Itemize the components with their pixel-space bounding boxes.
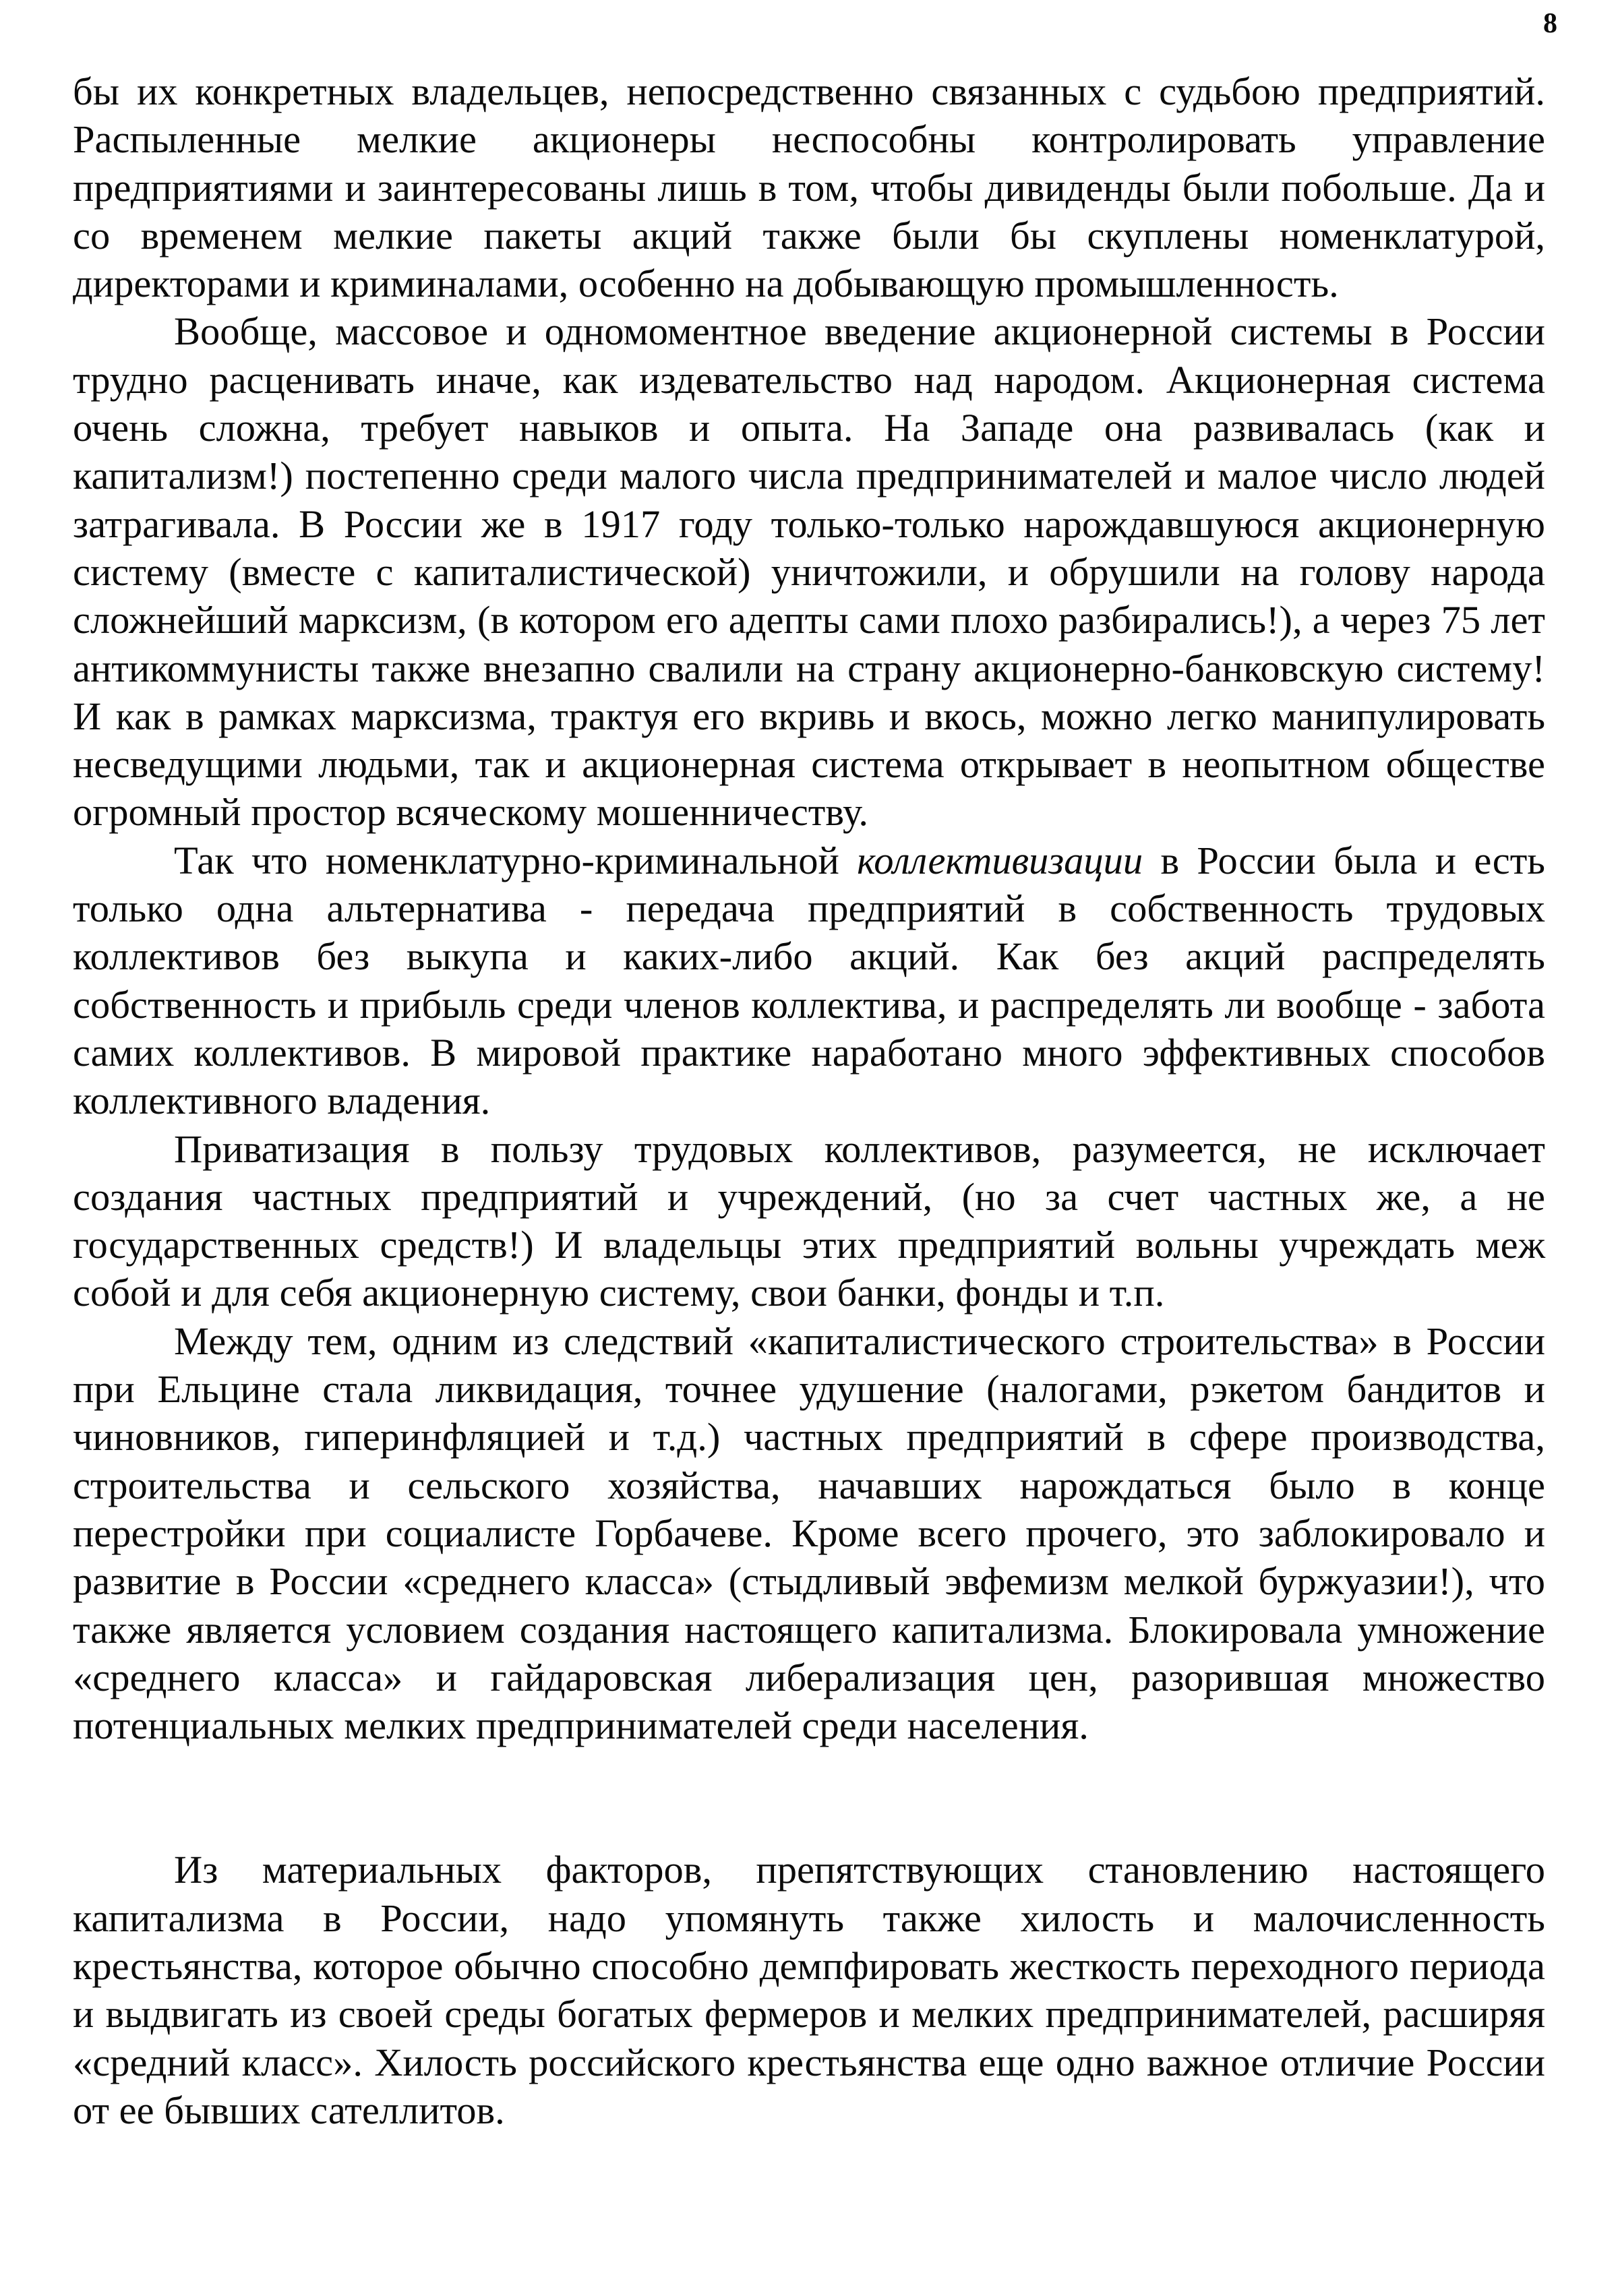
paragraph-5 [73,1317,1545,1750]
italic-term: коллективизации [857,838,1143,882]
paragraph-text: бы их конкретных владельцев, непосредственно связанных с судьбою предприятий. Распыленные мелкие акционеры неспособны контролировать управление предприятиями и заинтересованы лишь в том, чтобы дивиденды были побольше. Да и со временем мелкие пакеты акций также были бы скуплены номенклатурой, директорами и криминалами, особенно на добывающую промышленность. [73,69,1545,306]
paragraph-6 [73,1846,1545,2134]
page-number: 8 [1543,8,1557,39]
paragraph-text: Приватизация в пользу трудовых коллективов, разумеется, не исключает создания частных предприятий и учреждений, (но за счет частных же, а не государственных средств!) И владельцы этих предприятий вольны учреждать меж собой и для себя акционерную систему, свои банки, фонды и т.п. [73,1126,1545,1315]
paragraph-3 [73,837,1545,1125]
paragraph-2 [73,307,1545,836]
paragraph-1 [73,67,1545,307]
paragraph-text: Вообще, массовое и одномоментное введение акционерной системы в России трудно расценивать иначе, как издевательство над народом. Акционерная система очень сложна, требует навыков и опыта. На Западе она развивалась (как и капитализм!) постепенно среди малого числа предпринимателей и малое число людей затрагивала. В России же в 1917 году только-только нарождавшуюся акционерную систему (вместе с капиталистической) уничтожили, и обрушили на голову народа сложнейший марксизм, (в котором его адепты сами плохо разбирались!), а через 75 лет антикоммунисты также внезапно свалили на страну акционерно-банковскую систему! И как в рамках марксизма, трактуя его вкривь и вкось, можно легко манипулировать несведущими людьми, так и акционерная система открывает в неопытном обществе огромный простор всяческому мошенничеству. [73,309,1545,835]
paragraph-text: Между тем, одним из следствий «капиталистического строительства» в России при Ельцине стала ликвидация, точнее удушение (налогами, рэкетом бандитов и чиновников, гиперинфляцией и т.д.) частных предприятий в сфере производства, строительства и сельского хозяйства, начавших нарождаться было в конце перестройки при социалисте Горбачеве. Кроме всего прочего, это заблокировало и развитие в России «среднего класса» (стыдливый эвфемизм мелкой буржуазии!), что также является условием создания настоящего капитализма. Блокировала умножение «среднего класса» и гайдаровская либерализация цен, разорившая множество потенциальных мелких предпринимателей среди населения. [73,1319,1545,1748]
paragraph-text: в России была и есть только одна альтернатива - передача предприятий в собственность трудовых коллективов без выкупа и каких-либо акций. Как без акций распределять собственность и прибыль среди членов коллектива, и распределять ли вообще - забота самих коллективов. В мировой практике наработано много эффективных способов коллективного владения. [73,838,1545,1123]
paragraph-text: Из материальных факторов, препятствующих становлению настоящего капитализма в России, надо упомянуть также хилость и малочисленность крестьянства, которое обычно способно демпфировать жесткость переходного периода и выдвигать из своей среды богатых фермеров и мелких предпринимателей, расширяя «средний класс». Хилость российского крестьянства еще одно важное отличие России от ее бывших сателлитов. [73,1848,1545,2132]
paragraph-4 [73,1125,1545,1317]
document-body [73,67,1545,2134]
section-gap [73,1749,1545,1846]
paragraph-text: Так что номенклатурно-криминальной [174,838,858,882]
